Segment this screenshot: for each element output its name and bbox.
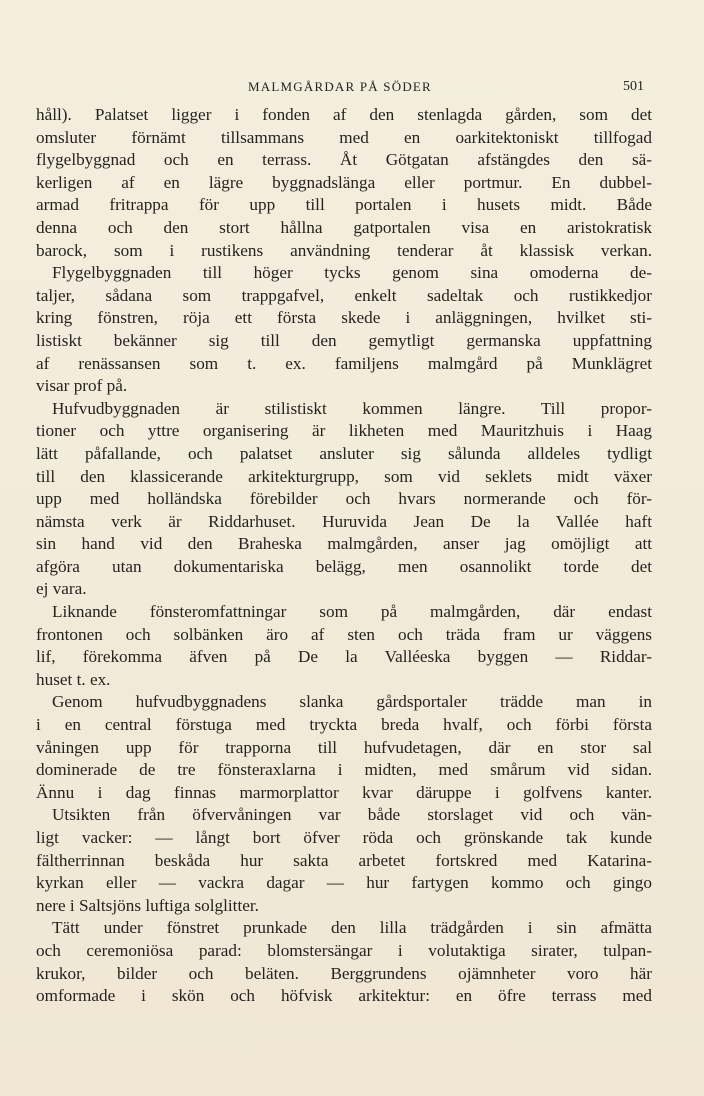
body-text <box>36 104 652 1008</box>
text-line: flygelbyggnad och en terrass. Åt Götgatan afstängdes den sä- <box>36 150 652 170</box>
text-line: nere i Saltsjöns luftiga solglitter. <box>36 895 259 915</box>
text-line: kyrkan eller — vackra dagar — hur fartygen kommo och gingo <box>36 873 652 893</box>
text-line: barock, som i rustikens användning tenderar åt klassisk verkan. <box>36 240 652 260</box>
text-line: denna och den stort hållna gatportalen visa en aristokratisk <box>36 217 652 237</box>
text-line: fältherrinnan beskåda hur sakta arbetet fortskred med Katarina- <box>36 850 652 870</box>
text-line: till den klassicerande arkitekturgrupp, som vid seklets midt växer <box>36 466 652 486</box>
page-number: 501 <box>623 79 644 94</box>
text-line: Hufvudbyggnaden är stilistiskt kommen längre. Till propor- <box>52 398 652 418</box>
text-line: kerligen af en lägre byggnadslänga eller portmur. En dubbel- <box>36 172 652 192</box>
running-title: MALMGÅRDAR PÅ SÖDER <box>248 79 432 94</box>
text-line: huset t. ex. <box>36 669 111 689</box>
text-line: af renässansen som t. ex. familjens malmgård på Munklägret <box>36 353 652 373</box>
text-line: nämsta verk är Riddarhuset. Huruvida Jean De la Vallée haft <box>36 511 652 531</box>
text-line: och ceremoniösa parad: blomstersängar i volutaktiga sirater, tulpan- <box>36 940 652 960</box>
text-line: omsluter förnämt tillsammans med en oarkitektoniskt tillfogad <box>36 127 652 147</box>
text-line: ligt vacker: — långt bort öfver röda och grönskande tak kunde <box>36 828 652 847</box>
text-line: listiskt bekänner sig till den gemytligt germanska uppfattning <box>36 330 652 350</box>
text-line: Tätt under fönstret prunkade den lilla trädgården i sin afmätta <box>52 918 652 938</box>
text-line: lif, förekomma äfven på De la Valléeska byggen — Riddar- <box>36 647 652 667</box>
text-line: Genom hufvudbyggnadens slanka gårdsportaler trädde man in <box>52 692 652 712</box>
text-line: frontonen och solbänken äro af sten och träda fram ur väggens <box>36 624 652 644</box>
running-head <box>36 77 644 97</box>
text-line: taljer, sådana som trappgafvel, enkelt sadeltak och rustikkedjor <box>36 285 652 305</box>
text-line: armad fritrappa för upp till portalen i husets midt. Både <box>36 195 652 215</box>
text-line: Ännu i dag finnas marmorplattor kvar däruppe i golfvens kanter. <box>36 782 652 802</box>
text-line: omformade i skön och höfvisk arkitektur: en öfre terrass med <box>36 986 652 1006</box>
text-line: i en central förstuga med tryckta breda hvalf, och förbi första <box>36 715 652 735</box>
text-line: håll). Palatset ligger i fonden af den stenlagda gården, som det <box>36 105 652 124</box>
text-line: krukor, bilder och beläten. Berggrundens ojämnheter voro här <box>36 963 652 983</box>
text-line: tioner och yttre organisering är likheten med Mauritzhuis i Haag <box>36 421 652 441</box>
text-line: kring fönstren, röja ett första skede i anläggningen, hvilket sti- <box>36 308 652 328</box>
text-line: ej vara. <box>36 579 87 599</box>
text-line: sin hand vid den Braheska malmgården, anser jag omöjligt att <box>36 534 652 554</box>
text-line: visar prof på. <box>36 376 128 396</box>
text-line: lätt påfallande, och palatset ansluter sig sålunda alldeles tydligt <box>36 443 652 463</box>
text-line: Utsikten från öfvervåningen var både storslaget vid och vän- <box>52 805 652 825</box>
text-line: afgöra utan dokumentariska belägg, men osannolikt torde det <box>36 556 652 576</box>
text-line: dominerade de tre fönsteraxlarna i midten, med smårum vid sidan. <box>36 760 652 780</box>
text-line: Liknande fönsteromfattningar som på malmgården, där endast <box>52 602 652 622</box>
text-line: upp med holländska förebilder och hvars normerande och för- <box>36 489 652 509</box>
text-line: Flygelbyggnaden till höger tycks genom sina omoderna de- <box>52 263 652 283</box>
text-line: våningen upp för trapporna till hufvudetagen, där en stor sal <box>36 737 652 757</box>
